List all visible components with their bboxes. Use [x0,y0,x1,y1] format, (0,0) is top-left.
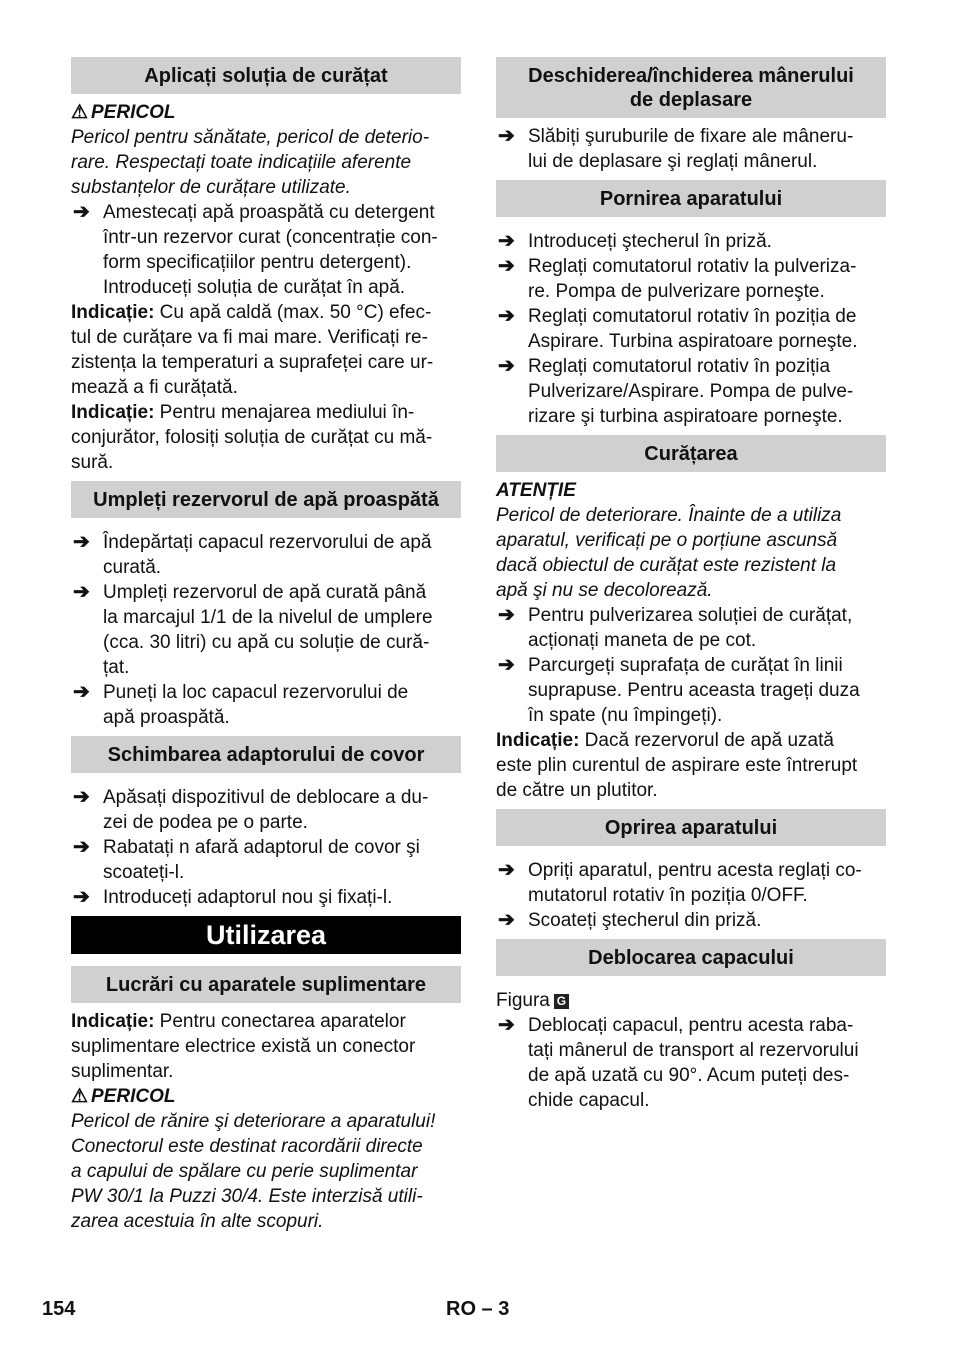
section-heading-accessories: Lucrări cu aparatele suplimentare [71,966,461,1003]
instruction-step: ➔ Slăbiți şuruburile de fixare ale mâneru- lui de deplasare şi reglați mânerul. [498,125,854,172]
instruction-step: ➔ Introduceți adaptorul nou şi fixați-l. [73,886,393,908]
instruction-step: ➔ Reglați comutatorul rotativ la pulveriza- re. Pompa de pulverizare porneşte. [498,255,857,302]
arrow-right-icon: ➔ [73,886,90,908]
arrow-right-icon: ➔ [498,255,515,277]
left-column [71,57,461,1234]
section-heading-handle: Deschiderea/închiderea mânerului de deplasare [496,57,886,118]
instruction-step: ➔ Parcurgeți suprafața de curățat în linii suprapuse. Pentru aceasta trageți duza în spate (nu împingeți). [498,654,860,726]
section-heading-carpet-adapter: Schimbarea adaptorului de covor [71,736,461,773]
section-heading-unlock-lid: Deblocarea capacului [496,939,886,976]
instruction-step: ➔ Umpleți rezervorul de apă curată până la marcajul 1/1 de la nivelul de umplere (cca. 30 litri) cu apă cu soluție de cură- țat. [73,581,433,678]
caution-warning-text: Pericol de deteriorare. Înainte de a utiliza aparatul, verificați pe o porțiune ascunsă dacă obiectul de curățat este rezistent la apă şi nu se decolorează. [496,505,842,601]
arrow-right-icon: ➔ [498,230,515,252]
arrow-right-icon: ➔ [498,909,515,931]
instruction-step: ➔ Reglați comutatorul rotativ în poziția Pulverizare/Aspirare. Pompa de pulve- rizare şi turbina aspiratoare porneşte. [498,355,854,427]
arrow-right-icon: ➔ [498,1014,515,1036]
danger-warning-title: ⚠ PERICOL [71,1086,176,1107]
arrow-right-icon: ➔ [498,604,515,626]
note-paragraph: Indicație: Pentru menajarea mediului în- conjurător, folosiți soluția de curățat cu mă- sură. [71,402,433,473]
danger-warning-text: Pericol pentru sănătate, pericol de deterio- rare. Respectați toate indicațiile aferente substanțelor de curățare utilizate. [71,127,430,198]
arrow-right-icon: ➔ [498,654,515,676]
arrow-right-icon: ➔ [73,786,90,808]
instruction-step: ➔ Pentru pulverizarea soluției de curățat, acționați maneta de pe cot. [498,604,853,651]
right-column [496,57,886,1113]
danger-warning-text: Pericol de rănire şi deteriorare a aparatului! Conectorul este destinat racordării directe a capului de spălare cu perie suplimentar PW 30/1 la Puzzi 30/4. Este interzisă utili- zarea acestuia în alte scopuri. [71,1111,436,1232]
instruction-step: ➔ Scoateți ştecherul din priză. [498,909,762,931]
instruction-step: ➔ Deblocați capacul, pentru acesta raba- tați mânerul de transport al rezervorului de apă uzată cu 90°. Acum puteți des- chide capacul. [498,1014,859,1111]
language-page-label: RO – 3 [446,1298,510,1320]
instruction-step: ➔ Rabatați n afară adaptorul de covor şi scoateți-l. [73,836,420,883]
instruction-step: ➔ Reglați comutatorul rotativ în poziția de Aspirare. Turbina aspiratoare porneşte. [498,305,858,352]
caution-warning-title: ATENȚIE [496,480,576,501]
arrow-right-icon: ➔ [498,859,515,881]
page-number: 154 [42,1298,76,1320]
instruction-step: ➔ Îndepărtați capacul rezervorului de apă curată. [73,531,432,578]
chapter-heading: Utilizarea [71,916,461,954]
arrow-right-icon: ➔ [73,681,90,703]
figure-reference: Figura G [496,988,886,1013]
note-paragraph: Indicație: Pentru conectarea aparatelor suplimentare electrice există un conector suplimentar. [71,1011,416,1082]
arrow-right-icon: ➔ [498,305,515,327]
instruction-step: ➔ Opriți aparatul, pentru acesta reglați co- mutatorul rotativ în poziția 0/OFF. [498,859,862,906]
note-paragraph: Indicație: Cu apă caldă (max. 50 °C) efec- tul de curățare va fi mai mare. Verificați re- zistența la temperaturi a suprafeței care ur- mează a fi curățată. [71,302,434,398]
arrow-right-icon: ➔ [73,836,90,858]
instruction-step: ➔ Introduceți ştecherul în priză. [498,230,772,252]
note-paragraph: Indicație: Dacă rezervorul de apă uzată este plin curentul de aspirare este întrerupt de către un plutitor. [496,730,858,801]
section-heading-cleaning: Curățarea [496,435,886,472]
section-heading-fill-fresh-water: Umpleți rezervorul de apă proaspătă [71,481,461,518]
arrow-right-icon: ➔ [73,581,90,603]
arrow-right-icon: ➔ [498,125,515,147]
warning-triangle-icon: ⚠ [71,102,89,123]
section-heading-start-device: Pornirea aparatului [496,180,886,217]
instruction-step: ➔ Puneți la loc capacul rezervorului de apă proaspătă. [73,681,409,728]
figure-letter-badge: G [554,994,569,1009]
danger-warning-title: ⚠ PERICOL [71,102,176,123]
warning-triangle-icon: ⚠ [71,1086,89,1107]
instruction-step: ➔ Amestecați apă proaspătă cu detergent într-un rezervor curat (concentrație con- form specificațiilor pentru detergent). Introduceți soluția de curățat în apă. [73,201,438,298]
instruction-step: ➔ Apăsați dispozitivul de deblocare a du- zei de podea pe o parte. [73,786,429,833]
section-heading-apply-solution: Aplicați soluția de curățat [71,57,461,94]
arrow-right-icon: ➔ [73,201,90,223]
section-heading-stop-device: Oprirea aparatului [496,809,886,846]
arrow-right-icon: ➔ [498,355,515,377]
arrow-right-icon: ➔ [73,531,90,553]
